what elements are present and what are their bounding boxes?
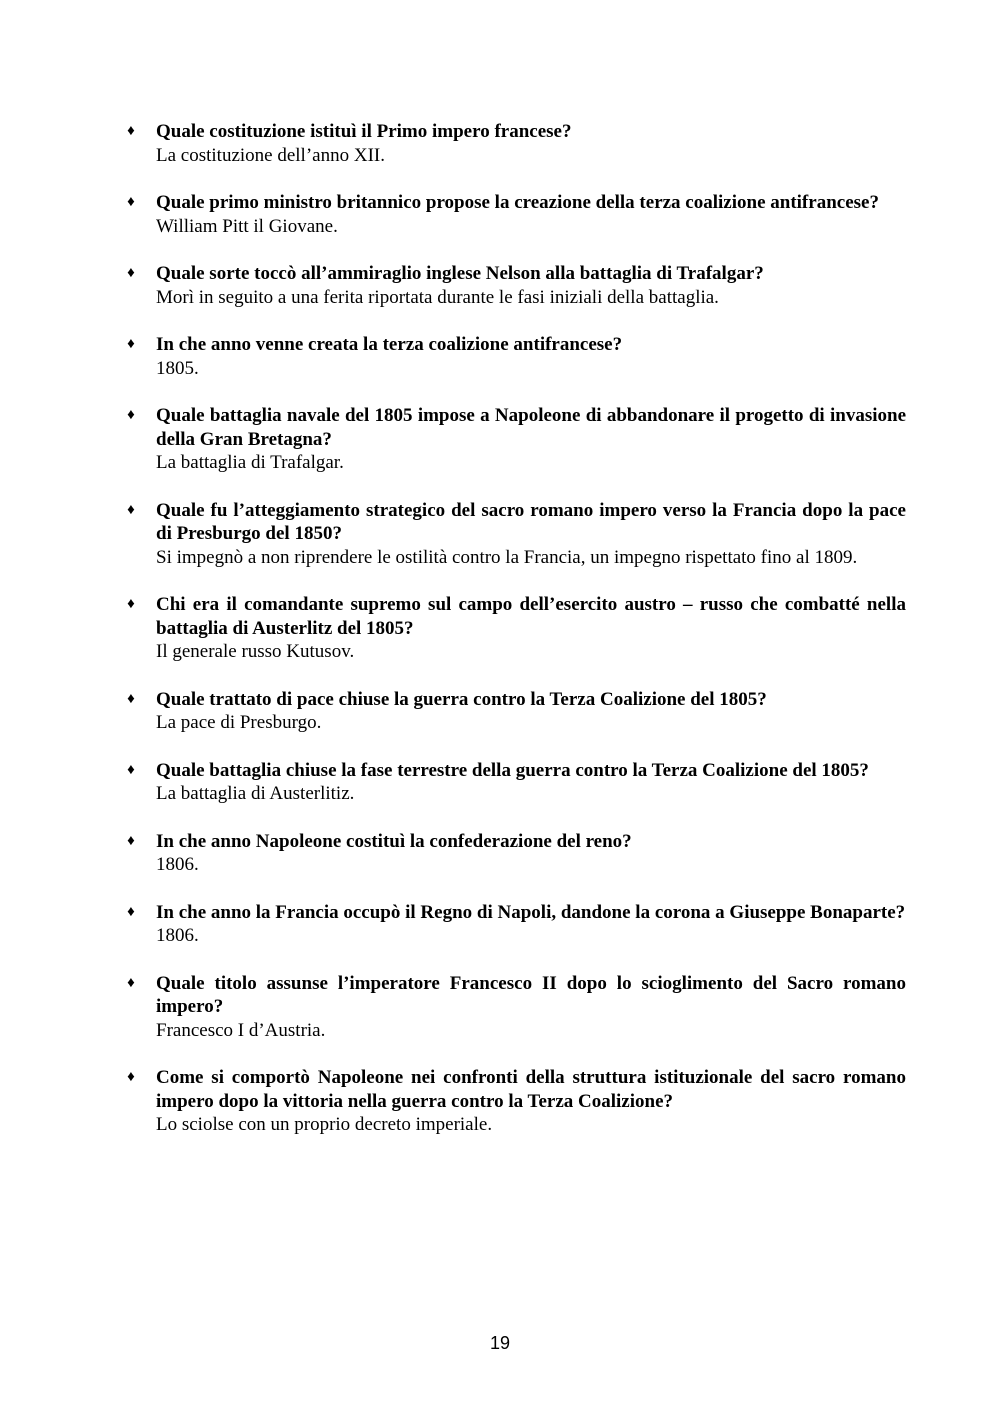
list-item [124, 1066, 906, 1137]
diamond-bullet-icon: ♦ [127, 336, 135, 352]
list-item [124, 972, 906, 1043]
question-text: Quale fu l’atteggiamento strategico del sacro romano impero verso la Francia dopo la pace di Presburgo del 1850? [156, 499, 906, 544]
list-item [124, 593, 906, 664]
diamond-bullet-icon: ♦ [127, 501, 135, 518]
question-text: Quale battaglia chiuse la fase terrestre della guerra contro la Terza Coalizione del 1805? [156, 759, 869, 781]
diamond-bullet-icon: ♦ [127, 690, 135, 707]
diamond-bullet-icon: ♦ [127, 194, 135, 210]
diamond-bullet-icon: ♦ [127, 832, 135, 849]
answer-text: William Pitt il Giovane. [156, 215, 338, 237]
page-number: 19 [489, 1333, 511, 1353]
diamond-bullet-icon: ♦ [127, 265, 135, 281]
list-item [124, 759, 906, 806]
answer-text: La battaglia di Trafalgar. [156, 452, 344, 473]
answer-text: Morì in seguito a una ferita riportata durante le fasi iniziali della battaglia. [156, 286, 719, 308]
question-text: Chi era il comandante supremo sul campo dell’esercito austro – russo che combatté nella battaglia di Austerlitz del 1805? [156, 594, 906, 639]
diamond-bullet-icon: ♦ [127, 761, 135, 778]
question-text: Quale battaglia navale del 1805 impose a Napoleone di abbandonare il progetto di invasione della Gran Bretagna? [156, 405, 906, 450]
question-text: Quale sorte toccò all’ammiraglio inglese Nelson alla battaglia di Trafalgar? [156, 263, 764, 284]
answer-text: La pace di Presburgo. [156, 712, 322, 733]
diamond-bullet-icon: ♦ [127, 974, 135, 991]
question-text: Quale primo ministro britannico propose la creazione della terza coalizione antifrancese? [156, 192, 879, 213]
list-item [124, 688, 906, 735]
list-item [124, 901, 906, 948]
question-text: Come si comportò Napoleone nei confronti della struttura istituzionale del sacro romano impero dopo la vittoria nella guerra contro la Terza Coalizione? [156, 1067, 906, 1112]
answer-text: Si impegnò a non riprendere le ostilità contro la Francia, un impegno rispettato fino al 1809. [156, 546, 858, 568]
list-item [124, 404, 906, 475]
list-item [124, 262, 906, 309]
answer-text: La costituzione dell’anno XII. [156, 144, 385, 166]
answer-text: 1805. [156, 357, 199, 379]
question-text: In che anno la Francia occupò il Regno di Napoli, dandone la corona a Giuseppe Bonaparte? [156, 901, 906, 923]
diamond-bullet-icon: ♦ [127, 123, 135, 139]
answer-text: 1806. [156, 854, 199, 875]
question-text: Quale costituzione istituì il Primo impero francese? [156, 121, 572, 142]
diamond-bullet-icon: ♦ [127, 903, 135, 920]
diamond-bullet-icon: ♦ [127, 1069, 135, 1085]
list-item [124, 830, 906, 877]
list-item [124, 499, 906, 570]
answer-text: Francesco I d’Austria. [156, 1019, 326, 1041]
diamond-bullet-icon: ♦ [127, 596, 135, 612]
question-text: Quale titolo assunse l’imperatore Francesco II dopo lo scioglimento del Sacro romano impero? [156, 972, 906, 1017]
list-item [124, 120, 906, 167]
question-text: In che anno venne creata la terza coalizione antifrancese? [156, 334, 623, 355]
question-text: In che anno Napoleone costituì la confederazione del reno? [156, 830, 632, 852]
answer-text: 1806. [156, 925, 199, 946]
answer-text: Il generale russo Kutusov. [156, 641, 355, 662]
question-answer-list [124, 120, 906, 1161]
diamond-bullet-icon: ♦ [127, 407, 135, 423]
question-text: Quale trattato di pace chiuse la guerra contro la Terza Coalizione del 1805? [156, 688, 767, 710]
list-item [124, 191, 906, 238]
list-item [124, 333, 906, 380]
answer-text: Lo sciolse con un proprio decreto imperiale. [156, 1114, 493, 1135]
answer-text: La battaglia di Austerlitiz. [156, 783, 355, 804]
